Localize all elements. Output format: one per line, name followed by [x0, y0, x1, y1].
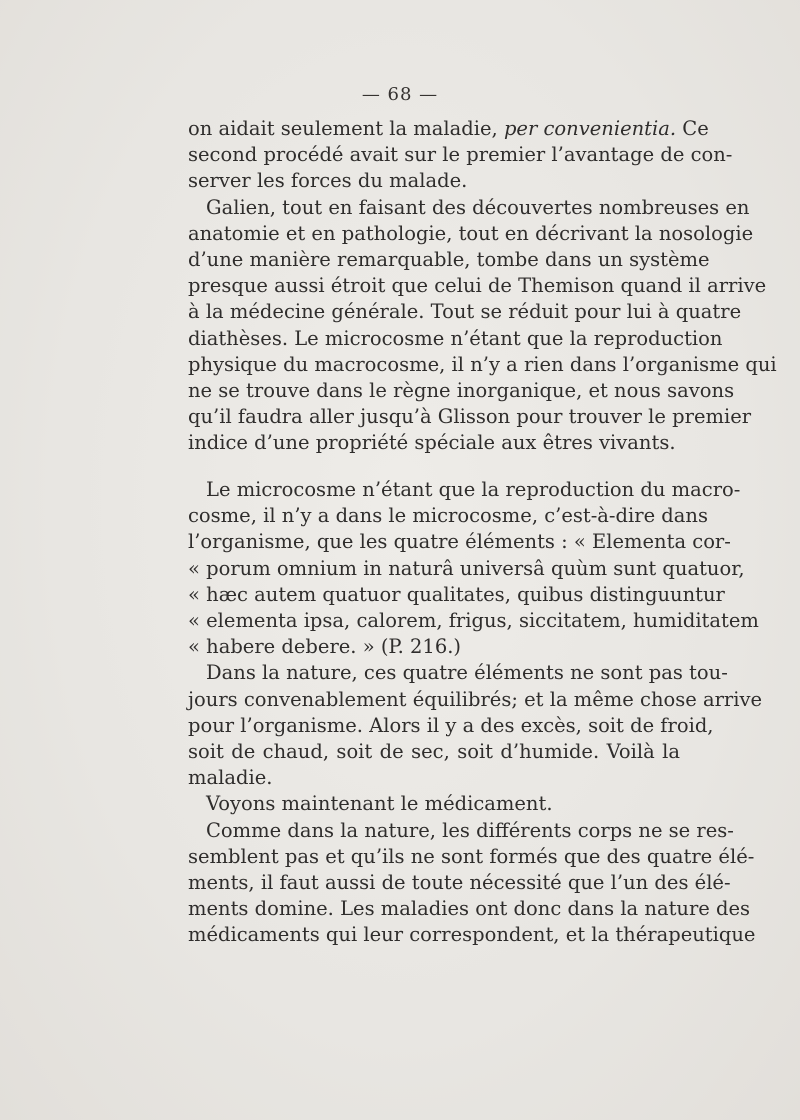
text-line	[188, 247, 710, 273]
text-run: d’une manière remarquable, tombe dans un système	[188, 248, 710, 272]
text-run: « habere debere. » (P. 216.)	[188, 635, 462, 659]
text-line	[188, 378, 735, 404]
italic-phrase: per convenientia.	[503, 117, 677, 140]
text-run: « porum omnium in naturâ universâ quùm sunt quatuor,	[188, 556, 745, 580]
text-line	[188, 582, 725, 608]
paragraph-block-galien	[188, 116, 777, 457]
text-run: à la médecine générale. Tout se réduit pour lui à quatre	[188, 300, 742, 324]
text-run: jours convenablement équilibrés; et la même chose arrive	[188, 687, 763, 711]
text-line	[188, 273, 767, 299]
text-line	[188, 326, 723, 352]
text-run: médicaments qui leur correspondent, et la thérapeutique	[188, 923, 756, 947]
text-run: Voyons maintenant le médicament.	[206, 792, 553, 816]
text-run: indice d’une propriété spéciale aux êtres vivants.	[188, 431, 676, 455]
page-number: — 68 —	[361, 84, 439, 105]
text-line	[188, 922, 756, 948]
text-run: server les forces du malade.	[188, 169, 468, 193]
text-line	[188, 608, 759, 634]
text-run: Dans la nature, ces quatre éléments ne sont pas tou-	[206, 661, 728, 685]
text-line	[188, 556, 745, 582]
text-run: on aidait seulement la maladie,	[188, 117, 504, 140]
text-run: qu’il faudra aller jusqu’à Glisson pour trouver le premier	[188, 405, 752, 429]
text-run: maladie.	[188, 766, 273, 790]
text-line	[188, 142, 733, 168]
text-line	[188, 477, 741, 503]
text-line	[188, 870, 731, 896]
text-line	[188, 430, 680, 456]
text-line	[188, 791, 680, 817]
text-run: diathèses. Le microcosme n’étant que la reproduction	[188, 326, 723, 350]
text-line	[188, 299, 742, 325]
text-line	[188, 221, 754, 247]
text-line	[188, 896, 751, 922]
text-line	[188, 195, 750, 221]
text-run: ments, il faut aussi de toute nécessité que l’un des élé-	[188, 871, 731, 895]
text-line	[188, 116, 709, 142]
text-run: Galien, tout en faisant des découvertes nombreuses en	[206, 195, 750, 219]
text-line	[188, 687, 763, 713]
text-run: ne se trouve dans le règne inorganique, et nous savons	[188, 379, 735, 403]
text-run: soit de chaud, soit de sec, soit d’humide. Voilà la	[188, 740, 680, 764]
text-run: « elementa ipsa, calorem, frigus, siccitatem, humiditatem	[188, 609, 759, 633]
text-run: presque aussi étroit que celui de Themison quand il arrive	[188, 274, 767, 298]
text-line	[188, 168, 680, 194]
text-run: ments domine. Les maladies ont donc dans la nature des	[188, 897, 751, 921]
text-run: cosme, il n’y a dans le microcosme, c’est-à-dire dans	[188, 504, 708, 528]
text-line	[188, 529, 731, 555]
text-line	[188, 713, 714, 739]
text-run: l’organisme, que les quatre éléments : « Elementa cor-	[188, 530, 731, 554]
text-run: physique du macrocosme, il n’y a rien dans l’organisme qui	[188, 352, 777, 376]
text-line	[188, 660, 728, 686]
text-run: Comme dans la nature, les différents corps ne se res-	[206, 818, 734, 842]
text-line	[188, 739, 680, 765]
text-run: anatomie et en pathologie, tout en décrivant la nosologie	[188, 221, 754, 245]
paragraph-block-microcosme	[188, 477, 763, 949]
text-line	[188, 765, 680, 791]
text-run: pour l’organisme. Alors il y a des excès, soit de froid,	[188, 713, 714, 737]
text-run: semblent pas et qu’ils ne sont formés que des quatre élé-	[188, 844, 755, 868]
text-line	[188, 404, 752, 430]
text-line	[188, 818, 734, 844]
text-line	[188, 352, 777, 378]
text-line	[188, 844, 755, 870]
text-line	[188, 634, 680, 660]
text-line	[188, 503, 708, 529]
text-run: Le microcosme n’étant que la reproduction du macro-	[206, 478, 741, 501]
text-run-after: Ce	[676, 117, 709, 140]
text-run: « hæc autem quatuor qualitates, quibus distinguuntur	[188, 582, 725, 606]
text-run: second procédé avait sur le premier l’avantage de con-	[188, 143, 733, 167]
